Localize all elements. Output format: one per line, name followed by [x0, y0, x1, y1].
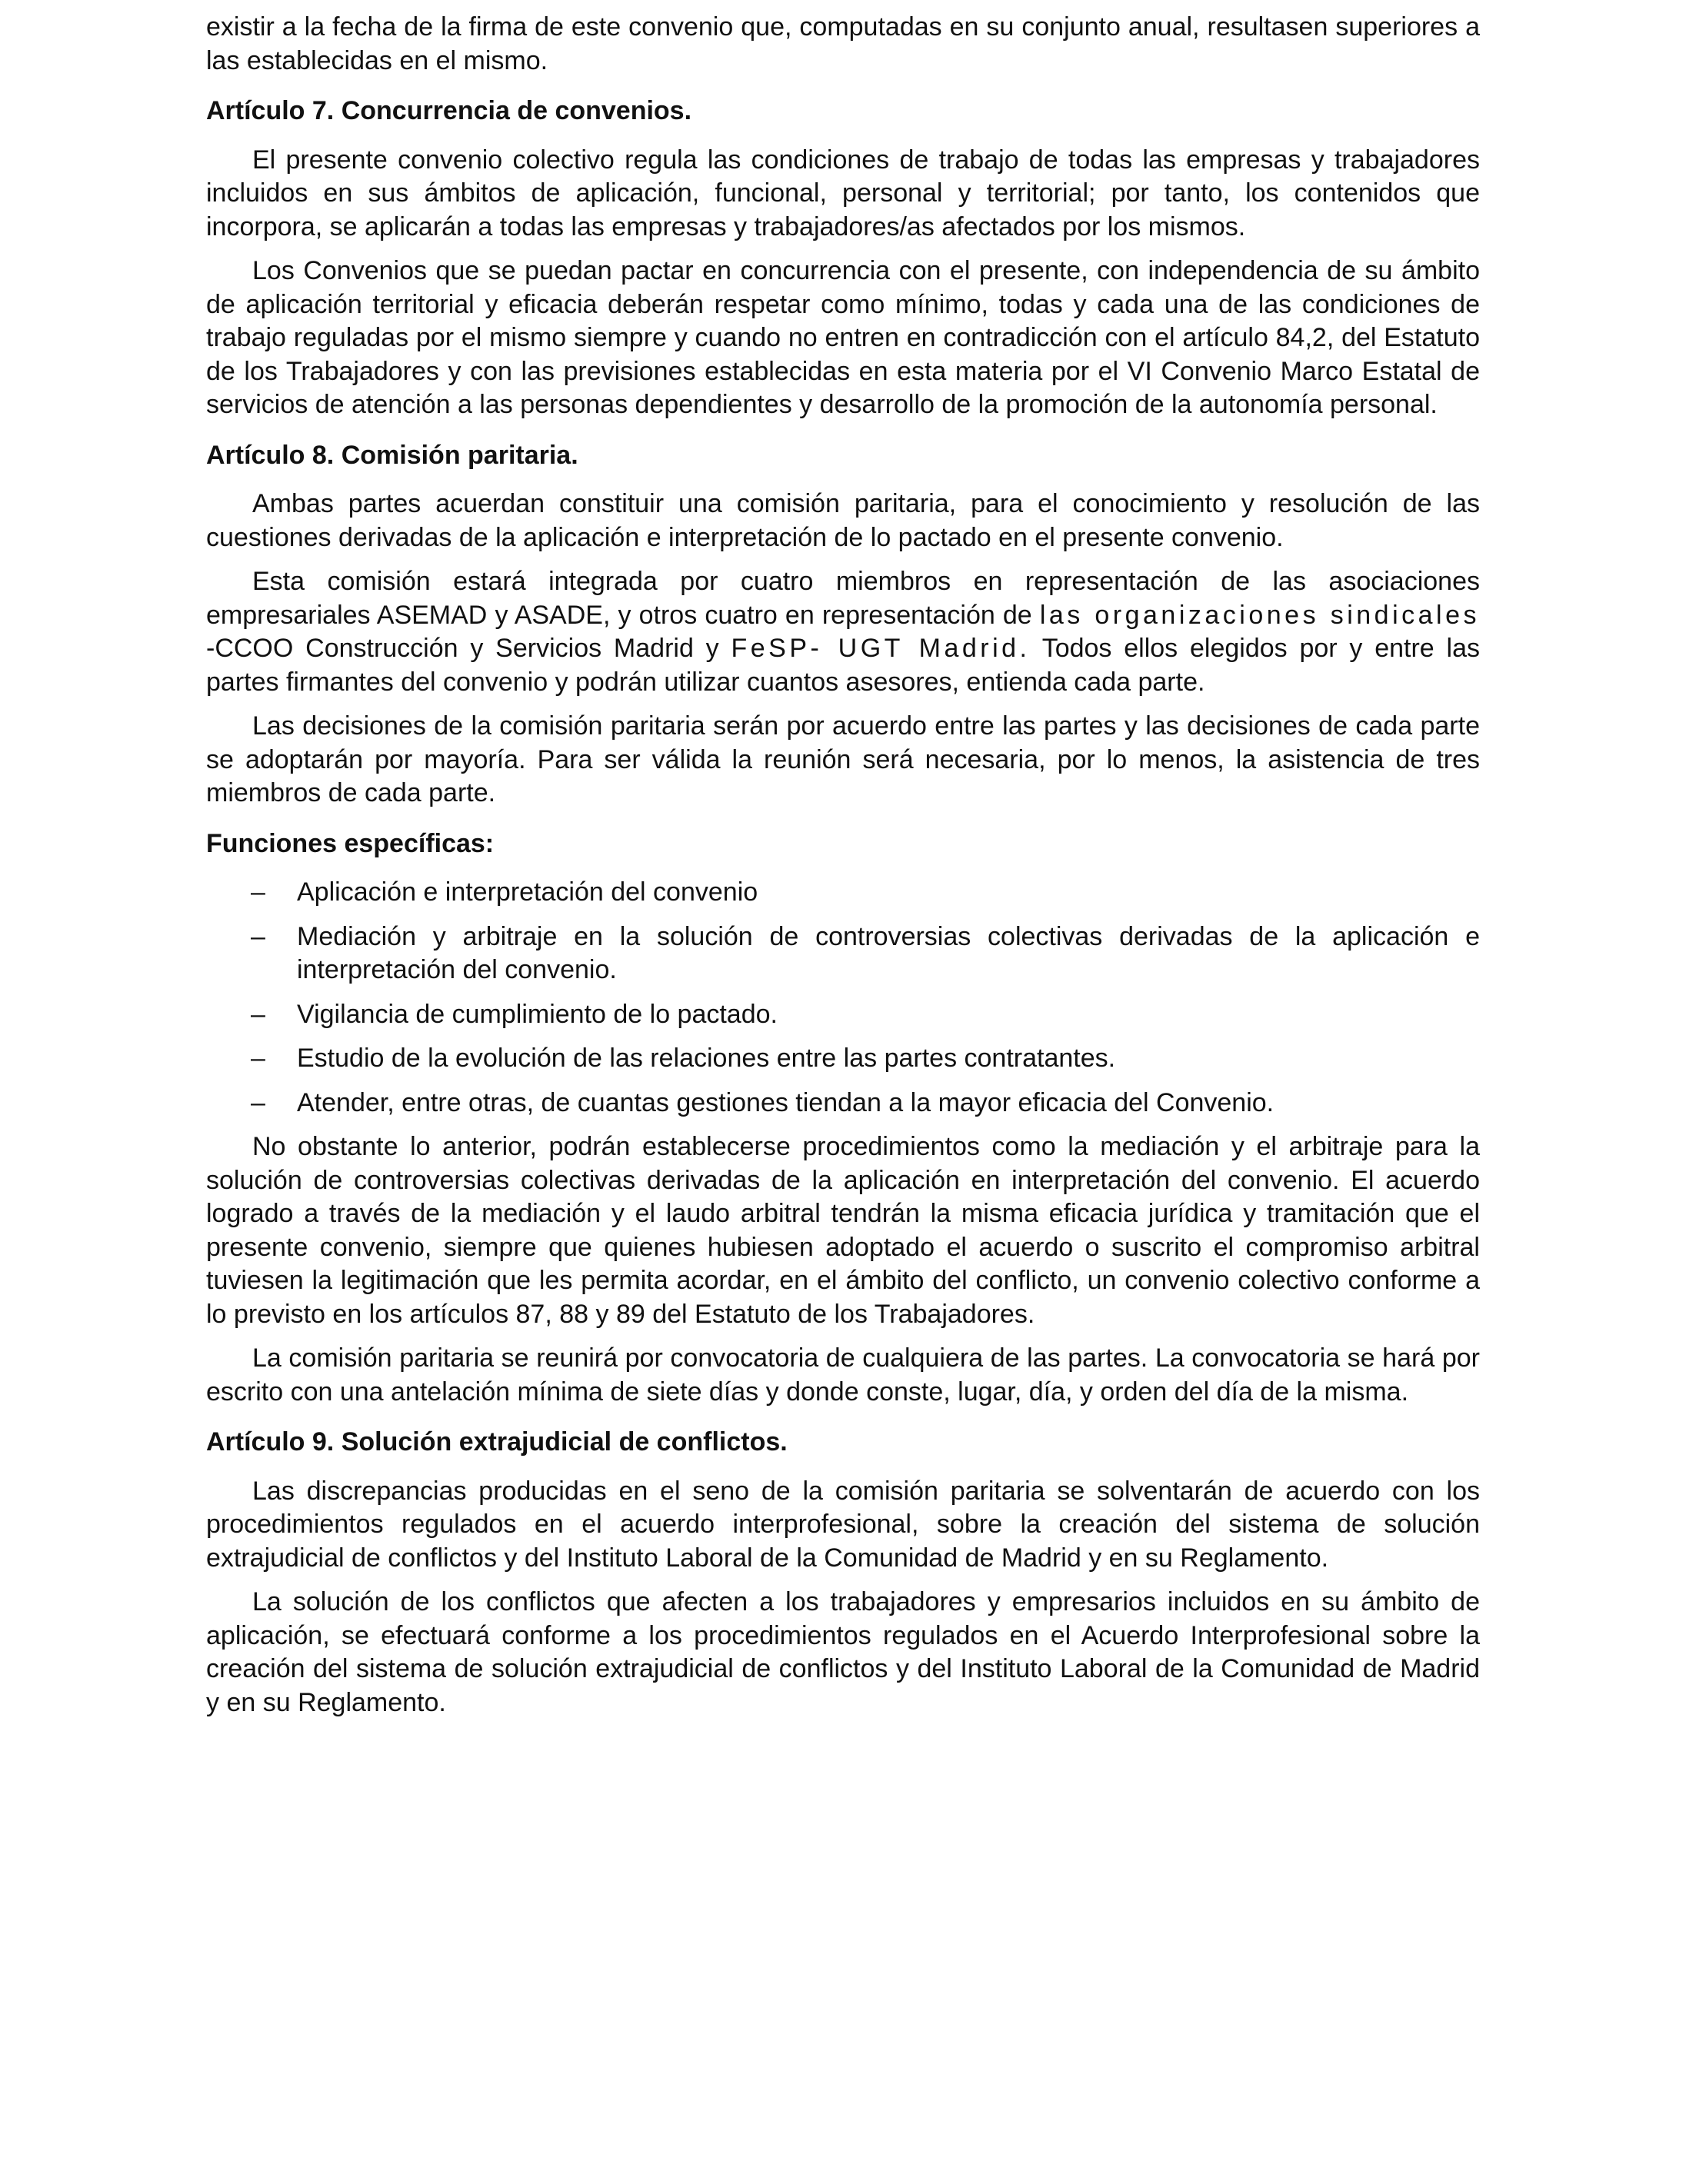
functions-list [206, 876, 1480, 1120]
dash-bullet-icon: – [251, 1087, 265, 1117]
intro-paragraph: existir a la fecha de la firma de este convenio que, computadas en su conjunto anual, resultasen superiores a las establecidas en el mismo. [206, 12, 1480, 75]
dash-bullet-icon: – [251, 999, 265, 1029]
article-9-paragraph: Las discrepancias producidas en el seno de la comisión paritaria se solventarán de acuerdo con los procedimientos regulados en el acuerdo interprofesional, sobre la creación del sistema de solución extrajudicial de conflictos y del Instituto Laboral de la Comunidad de Madrid y en su Reglamento. [206, 1476, 1480, 1573]
list-item-text: Vigilancia de cumplimiento de lo pactado. [297, 999, 778, 1029]
article-8-heading: Artículo 8. Comisión paritaria. [206, 440, 578, 470]
list-item [206, 1042, 1480, 1076]
dash-bullet-icon: – [251, 877, 265, 907]
article-7-paragraph: Los Convenios que se puedan pactar en concurrencia con el presente, con independencia de su ámbito de aplicación territorial y eficacia deberán respetar como mínimo, todas y cada una de las condiciones de trabajo reguladas por el mismo siempre y cuando no entren en contradicción con el artículo 84,2, del Estatuto de los Trabajadores y con las previsiones establecidas en esta materia por el VI Convenio Marco Estatal de servicios de atención a las personas dependientes y desarrollo de la promoción de la autonomía personal. [206, 256, 1480, 419]
composition-text: Todos ellos elegidos por y entre las partes firmantes del convenio y podrán utilizar cuantos asesores, entienda cada parte. [206, 634, 1480, 697]
composition-text: -CCOO Construcción y Servicios Madrid y [206, 634, 731, 663]
article-7-paragraph: El presente convenio colectivo regula las condiciones de trabajo de todas las empresas y trabajadores incluidos en sus ámbitos de aplicación, funcional, personal y territorial; por tanto, los contenidos que incorpora, se aplicarán a todas las empresas y trabajadores/as afectados por los mismos. [206, 145, 1480, 241]
list-item [206, 876, 1480, 910]
list-item [206, 1087, 1480, 1120]
article-8-paragraph: Ambas partes acuerdan constituir una comisión paritaria, para el conocimiento y resolución de las cuestiones derivadas de la aplicación e interpretación de lo pactado en el presente convenio. [206, 489, 1480, 552]
composition-text: Esta comisión estará integrada por cuatro miembros en representación de las asociaciones empresariales ASEMAD y ASADE, y otros cuatro en representación de [206, 567, 1480, 630]
article-8-paragraph-composition [206, 565, 1480, 699]
list-item [206, 921, 1480, 987]
article-8-paragraph: La comisión paritaria se reunirá por convocatoria de cualquiera de las partes. La convocatoria se hará por escrito con una antelación mínima de siete días y donde conste, lugar, día, y orden del día de la misma. [206, 1343, 1480, 1407]
article-8-paragraph: No obstante lo anterior, podrán establecerse procedimientos como la mediación y el arbitraje para la solución de controversias colectivas derivadas de la aplicación en interpretación del convenio. El acuerdo logrado a través de la mediación y el laudo arbitral tendrán la misma eficacia jurídica y tramitación que el presente convenio, siempre que quienes hubiesen adoptado el acuerdo o suscrito el compromiso arbitral tuviesen la legitimación que les permita acordar, en el ámbito del conflicto, un convenio colectivo conforme a lo previsto en los artículos 87, 88 y 89 del Estatuto de los Trabajadores. [206, 1132, 1480, 1329]
dash-bullet-icon: – [251, 1044, 265, 1073]
dash-bullet-icon: – [251, 921, 265, 951]
composition-text-spaced: FeSP- UGT Madrid. [731, 634, 1031, 663]
document-page [206, 11, 1480, 1730]
composition-text-spaced: las organizaciones sindicales [1039, 600, 1480, 630]
list-item [206, 998, 1480, 1032]
functions-heading: Funciones específicas: [206, 828, 495, 858]
list-item-text: Aplicación e interpretación del convenio [297, 877, 758, 907]
list-item-text: Mediación y arbitraje en la solución de controversias colectivas derivadas de la aplicación e interpretación del convenio. [297, 921, 1480, 984]
article-7-heading: Artículo 7. Concurrencia de convenios. [206, 96, 692, 125]
list-item-text: Atender, entre otras, de cuantas gestiones tiendan a la mayor eficacia del Convenio. [297, 1087, 1274, 1117]
article-8-paragraph: Las decisiones de la comisión paritaria serán por acuerdo entre las partes y las decisiones de cada parte se adoptarán por mayoría. Para ser válida la reunión será necesaria, por lo menos, la asistencia de tres miembros de cada parte. [206, 711, 1480, 807]
list-item-text: Estudio de la evolución de las relaciones entre las partes contratantes. [297, 1044, 1116, 1073]
article-9-heading: Artículo 9. Solución extrajudicial de conflictos. [206, 1427, 788, 1457]
article-9-paragraph: La solución de los conflictos que afecten a los trabajadores y empresarios incluidos en su ámbito de aplicación, se efectuará conforme a los procedimientos regulados en el Acuerdo Interprofesional sobre la creación del sistema de solución extrajudicial de conflictos y del Instituto Laboral de la Comunidad de Madrid y en su Reglamento. [206, 1587, 1480, 1717]
